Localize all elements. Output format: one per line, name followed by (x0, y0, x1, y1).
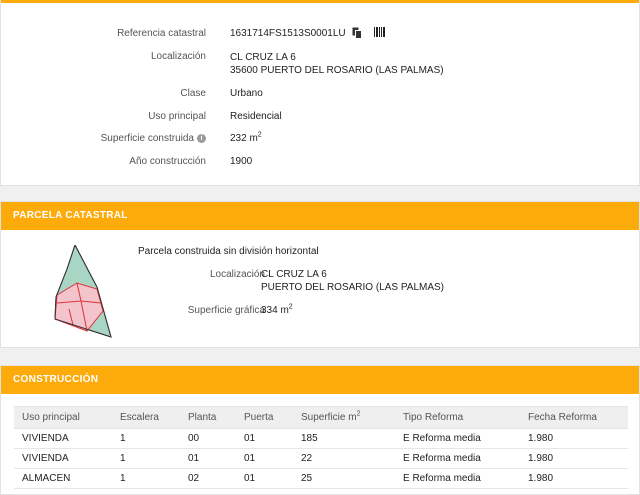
cell-uso: ALMACEN (14, 469, 112, 489)
cell-tipo-reforma: E Reforma media (395, 449, 520, 469)
parcela-localizacion-line2: PUERTO DEL ROSARIO (LAS PALMAS) (261, 282, 445, 293)
cell-superficie: 185 (293, 429, 395, 449)
superficie-construida-value (230, 133, 262, 144)
parcela-localizacion-label: Localización (209, 269, 265, 280)
uso-principal-value: Residencial (230, 111, 282, 122)
cell-superficie: 22 (293, 449, 395, 469)
col-planta: Planta (180, 407, 236, 429)
construccion-panel (0, 365, 640, 495)
parcela-header: PARCELA CATASTRAL (1, 202, 639, 230)
info-icon[interactable]: i (197, 134, 206, 143)
ano-construccion-value: 1900 (230, 156, 253, 167)
superficie-construida-number: 232 m (230, 133, 258, 144)
cell-tipo-reforma: E Reforma media (395, 429, 520, 449)
cell-superficie: 25 (293, 469, 395, 489)
superficie-grafica-label: Superficie gráfica (187, 305, 265, 316)
superficie-grafica-value (261, 305, 293, 316)
col-uso-principal: Uso principal (14, 407, 112, 429)
superficie-construida-label (101, 133, 206, 144)
barcode-icon[interactable] (374, 27, 385, 37)
parcela-panel (0, 201, 640, 348)
cell-uso: VIVIENDA (14, 429, 112, 449)
localizacion-line2: 35600 PUERTO DEL ROSARIO (LAS PALMAS) (230, 65, 444, 76)
ano-construccion-label: Año construcción (129, 156, 206, 167)
construccion-table (14, 406, 628, 489)
copy-icon[interactable] (352, 27, 362, 39)
parcela-description: Parcela construida sin división horizontal (138, 246, 319, 257)
ref-catastral-label: Referencia catastral (117, 28, 206, 39)
superficie-grafica-number: 334 m (261, 305, 289, 316)
table-row (14, 449, 628, 469)
col-superficie-sup: 2 (356, 410, 361, 418)
col-tipo-reforma: Tipo Reforma (395, 407, 520, 429)
col-superficie-text: Superficie m (301, 412, 357, 423)
cell-escalera: 1 (112, 449, 180, 469)
cell-planta: 00 (180, 429, 236, 449)
table-row (14, 429, 628, 449)
localizacion-line1: CL CRUZ LA 6 (230, 52, 296, 63)
cell-planta: 02 (180, 469, 236, 489)
cell-escalera: 1 (112, 429, 180, 449)
cell-planta: 01 (180, 449, 236, 469)
uso-principal-label: Uso principal (148, 111, 206, 122)
cell-escalera: 1 (112, 469, 180, 489)
parcel-map[interactable] (51, 245, 115, 339)
ref-catastral-value[interactable]: 1631714FS1513S0001LU (230, 28, 346, 39)
parcela-localizacion-line1: CL CRUZ LA 6 (261, 269, 327, 280)
cell-fecha-reforma: 1.980 (520, 449, 628, 469)
col-puerta: Puerta (236, 407, 293, 429)
summary-header-strip (1, 0, 639, 3)
table-header-row (14, 407, 628, 429)
col-escalera: Escalera (112, 407, 180, 429)
cell-puerta: 01 (236, 449, 293, 469)
cell-tipo-reforma: E Reforma media (395, 469, 520, 489)
superficie-unit-sup: 2 (257, 131, 262, 139)
cell-fecha-reforma: 1.980 (520, 429, 628, 449)
clase-label: Clase (180, 88, 206, 99)
cell-puerta: 01 (236, 429, 293, 449)
clase-value: Urbano (230, 88, 263, 99)
col-fecha-reforma: Fecha Reforma (520, 407, 628, 429)
superficie-grafica-sup: 2 (288, 303, 293, 311)
superficie-construida-text: Superficie construida (100, 133, 194, 144)
construccion-header: CONSTRUCCIÓN (1, 366, 639, 394)
localizacion-label: Localización (150, 51, 206, 62)
cell-fecha-reforma: 1.980 (520, 469, 628, 489)
cell-puerta: 01 (236, 469, 293, 489)
cell-uso: VIVIENDA (14, 449, 112, 469)
summary-panel (0, 0, 640, 186)
col-superficie (293, 407, 395, 429)
